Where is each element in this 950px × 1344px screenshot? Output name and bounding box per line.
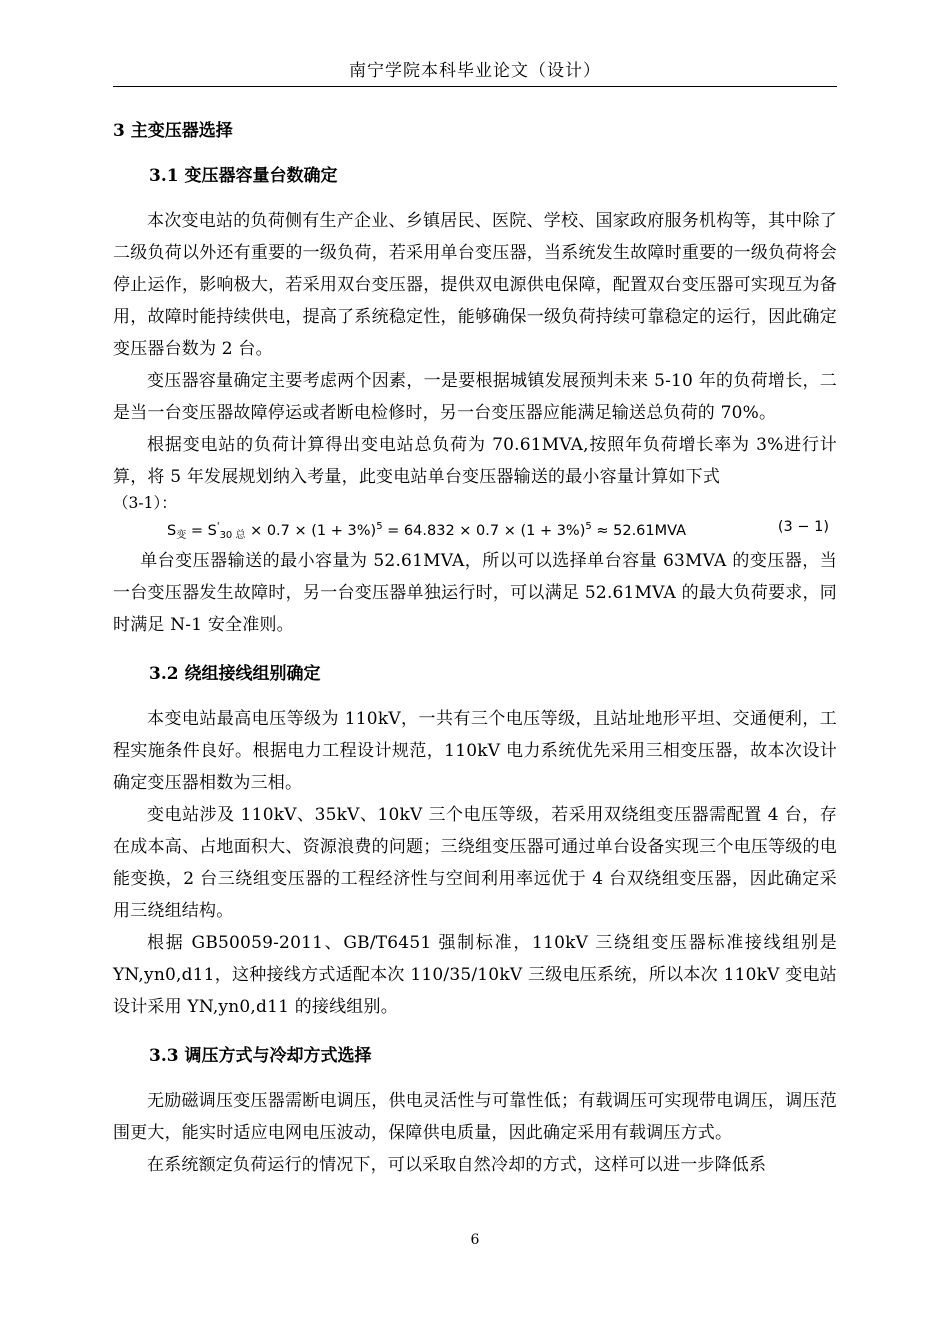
subsection-heading-3-2: 3.2 绕组接线组别确定: [149, 664, 321, 684]
paragraph: 根据 GB50059-2011、GB/T6451 强制标准，110kV 三绕组变压器标准接线组别是 YN,yn0,d11，这种接线方式适配本次 110/35/10kV 三级电压系统，所以本次 110kV 变电站设计采用 YN,yn0,d11 的接线组别。: [113, 933, 837, 1017]
eq-subscript: 变: [176, 530, 187, 541]
paragraph: 变电站涉及 110kV、35kV、10kV 三个电压等级，若采用双绕组变压器需配置 4 台，存在成本高、占地面积大、资源浪费的问题；三绕组变压器可通过单台设备实现三个电压等级的电能变换，2 台三绕组变压器的工程经济性与空间利用率远优于 4 台双绕组变压器，因此确定采用三绕组结构。: [113, 805, 837, 921]
eq-prime: ': [216, 521, 220, 532]
header-rule: [113, 86, 837, 87]
page-number: 6: [470, 1232, 480, 1248]
paragraph: 本变电站最高电压等级为 110kV，一共有三个电压等级，且站址地形平坦、交通便利，工程实施条件良好。根据电力工程设计规范，110kV 电力系统优先采用三相变压器，故本次设计确定变压器相数为三相。: [113, 709, 837, 793]
paragraph: 单台变压器输送的最小容量为 52.61MVA，所以可以选择单台容量 63MVA 的变压器，当一台变压器发生故障时，另一台变压器单独运行时，可以满足 52.61MVA 的最大负荷要求，同时满足 N-1 安全准则。: [113, 551, 837, 635]
section-heading: 3 主变压器选择: [113, 121, 233, 141]
paragraph: 在系统额定负荷运行的情况下，可以采取自然冷却的方式，这样可以进一步降低系: [147, 1155, 767, 1175]
equation-3-1: [113, 513, 837, 541]
equation-body: [167, 513, 686, 550]
eq-symbol: S: [167, 523, 177, 539]
paragraph: 根据变电站的负荷计算得出变电站总负荷为 70.61MVA,按照年负荷增长率为 3%进行计算，将 5 年发展规划纳入考量，此变电站单台变压器输送的最小容量计算如下式: [113, 435, 837, 487]
eq-symbol: S: [207, 523, 217, 539]
running-header: 南宁学院本科毕业论文（设计）: [349, 61, 601, 81]
subsection-heading-3-1: 3.1 变压器容量台数确定: [149, 166, 338, 186]
paragraph: 无励磁调压变压器需断电调压，供电灵活性与可靠性低；有载调压可实现带电调压，调压范围更大，能实时适应电网电压波动，保障供电质量，因此确定采用有载调压方式。: [113, 1091, 837, 1143]
page-body: [113, 116, 837, 1181]
eq-subscript: 30 总: [219, 530, 246, 541]
subsection-heading-3-3: 3.3 调压方式与冷却方式选择: [149, 1046, 372, 1066]
eq-sign: =: [186, 523, 208, 539]
eq-term: × 0.7 × (1 + 3%): [245, 523, 377, 539]
equation-number: (3 − 1): [777, 519, 829, 535]
eq-result: ≈ 52.61MVA: [591, 523, 687, 539]
paragraph: 变压器容量确定主要考虑两个因素，一是要根据城镇发展预判未来 5-10 年的负荷增长，二是当一台变压器故障停运或者断电检修时，另一台变压器应能满足输送总负荷的 70%。: [113, 371, 837, 423]
equation-reference: （3-1）：: [113, 494, 177, 512]
paragraph: 本次变电站的负荷侧有生产企业、乡镇居民、医院、学校、国家政府服务机构等，其中除了二级负荷以外还有重要的一级负荷，若采用单台变压器，当系统发生故障时重要的一级负荷将会停止运作，影响极大，若采用双台变压器，提供双电源供电保障，配置双台变压器可实现互为备用，故障时能持续供电，提高了系统稳定性，能够确保一级负荷持续可靠稳定的运行，因此确定变压器台数为 2 台。: [113, 211, 837, 359]
eq-exponent: 5: [376, 521, 383, 532]
eq-exponent: 5: [585, 521, 592, 532]
eq-term: = 64.832 × 0.7 × (1 + 3%): [382, 523, 586, 539]
